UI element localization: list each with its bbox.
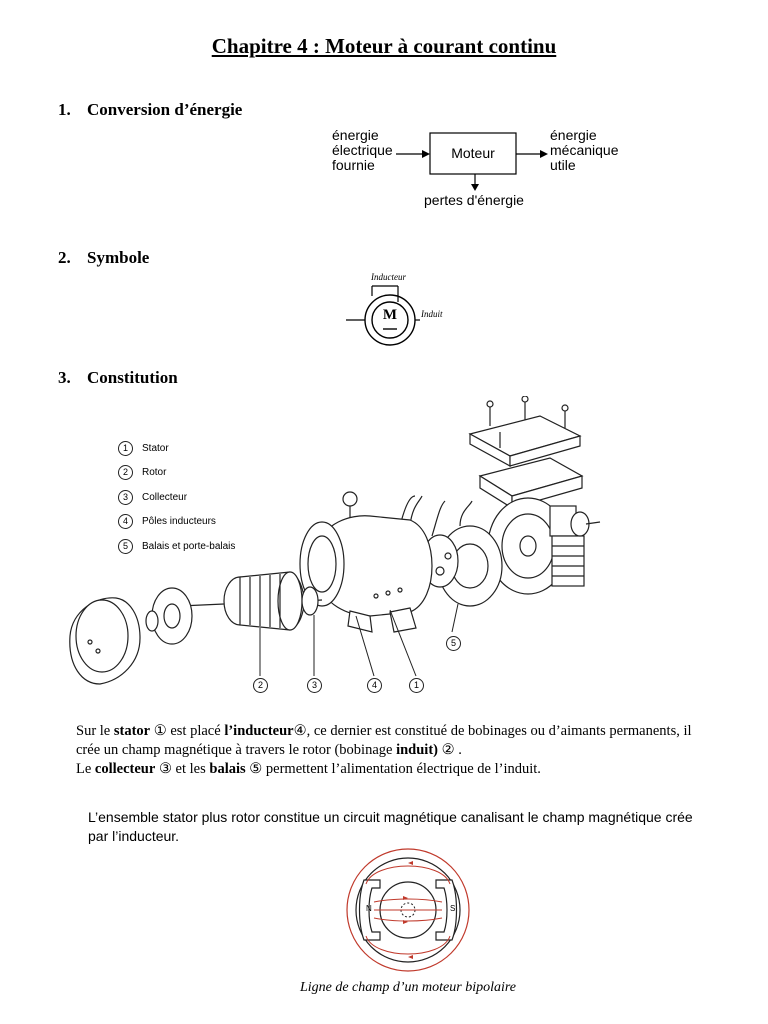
magnetic-circuit-paragraph: L’ensemble stator plus rotor constitue un circuit magnétique canalisant le champ magnétique crée par l’inducteur.	[88, 809, 693, 844]
output-energy-label: énergie mécanique utile	[550, 127, 619, 173]
front-cover	[70, 598, 140, 684]
legend-item: 5 Balais et porte-balais	[118, 534, 235, 559]
north-pole-label: N	[366, 904, 372, 913]
inductor-label: Inducteur	[371, 272, 406, 282]
callout-rotor: 2	[253, 678, 268, 693]
legend-item: 3 Collecteur	[118, 485, 235, 510]
legend-item: 1 Stator	[118, 436, 235, 461]
motor-symbol-letter: M	[382, 307, 398, 323]
section-heading-conversion: 1. Conversion d’énergie	[58, 100, 243, 119]
input-energy-label: énergie électrique fournie	[332, 127, 393, 173]
motor-box-label: Moteur	[451, 145, 495, 161]
constitution-paragraph: Sur le stator ① est placé l’inducteur④, ce dernier est constitué de bobinages ou d’aimants permanents, il crée un champ magnétique à travers le rotor (bobinage induit) ② . Le collecteur ③ et les balais ⑤ permettent l’alimentation électrique de l’induit.	[76, 723, 692, 777]
figure-caption: Ligne de champ d’un moteur bipolaire	[299, 980, 517, 995]
exploded-motor-illustration	[60, 396, 620, 706]
rotor-armature	[180, 572, 322, 630]
armature-label: Induit	[421, 309, 443, 319]
legend-item: 4 Pôles inducteurs	[118, 510, 235, 535]
section-heading-constitution: 3. Constitution	[58, 368, 178, 387]
energy-losses-label: pertes d'énergie	[424, 192, 524, 208]
terminal-box-lid	[470, 396, 580, 466]
conversion-diagram	[390, 126, 560, 196]
legend-item: 2 Rotor	[118, 461, 235, 486]
page-title: Chapitre 4 : Moteur à courant continu	[211, 34, 557, 58]
callout-commutator: 3	[307, 678, 322, 693]
callout-brushes: 5	[446, 636, 461, 651]
callout-poles: 4	[367, 678, 382, 693]
callout-stator: 1	[409, 678, 424, 693]
south-pole-label: S	[450, 904, 456, 913]
section-heading-symbol: 2. Symbole	[58, 248, 150, 267]
